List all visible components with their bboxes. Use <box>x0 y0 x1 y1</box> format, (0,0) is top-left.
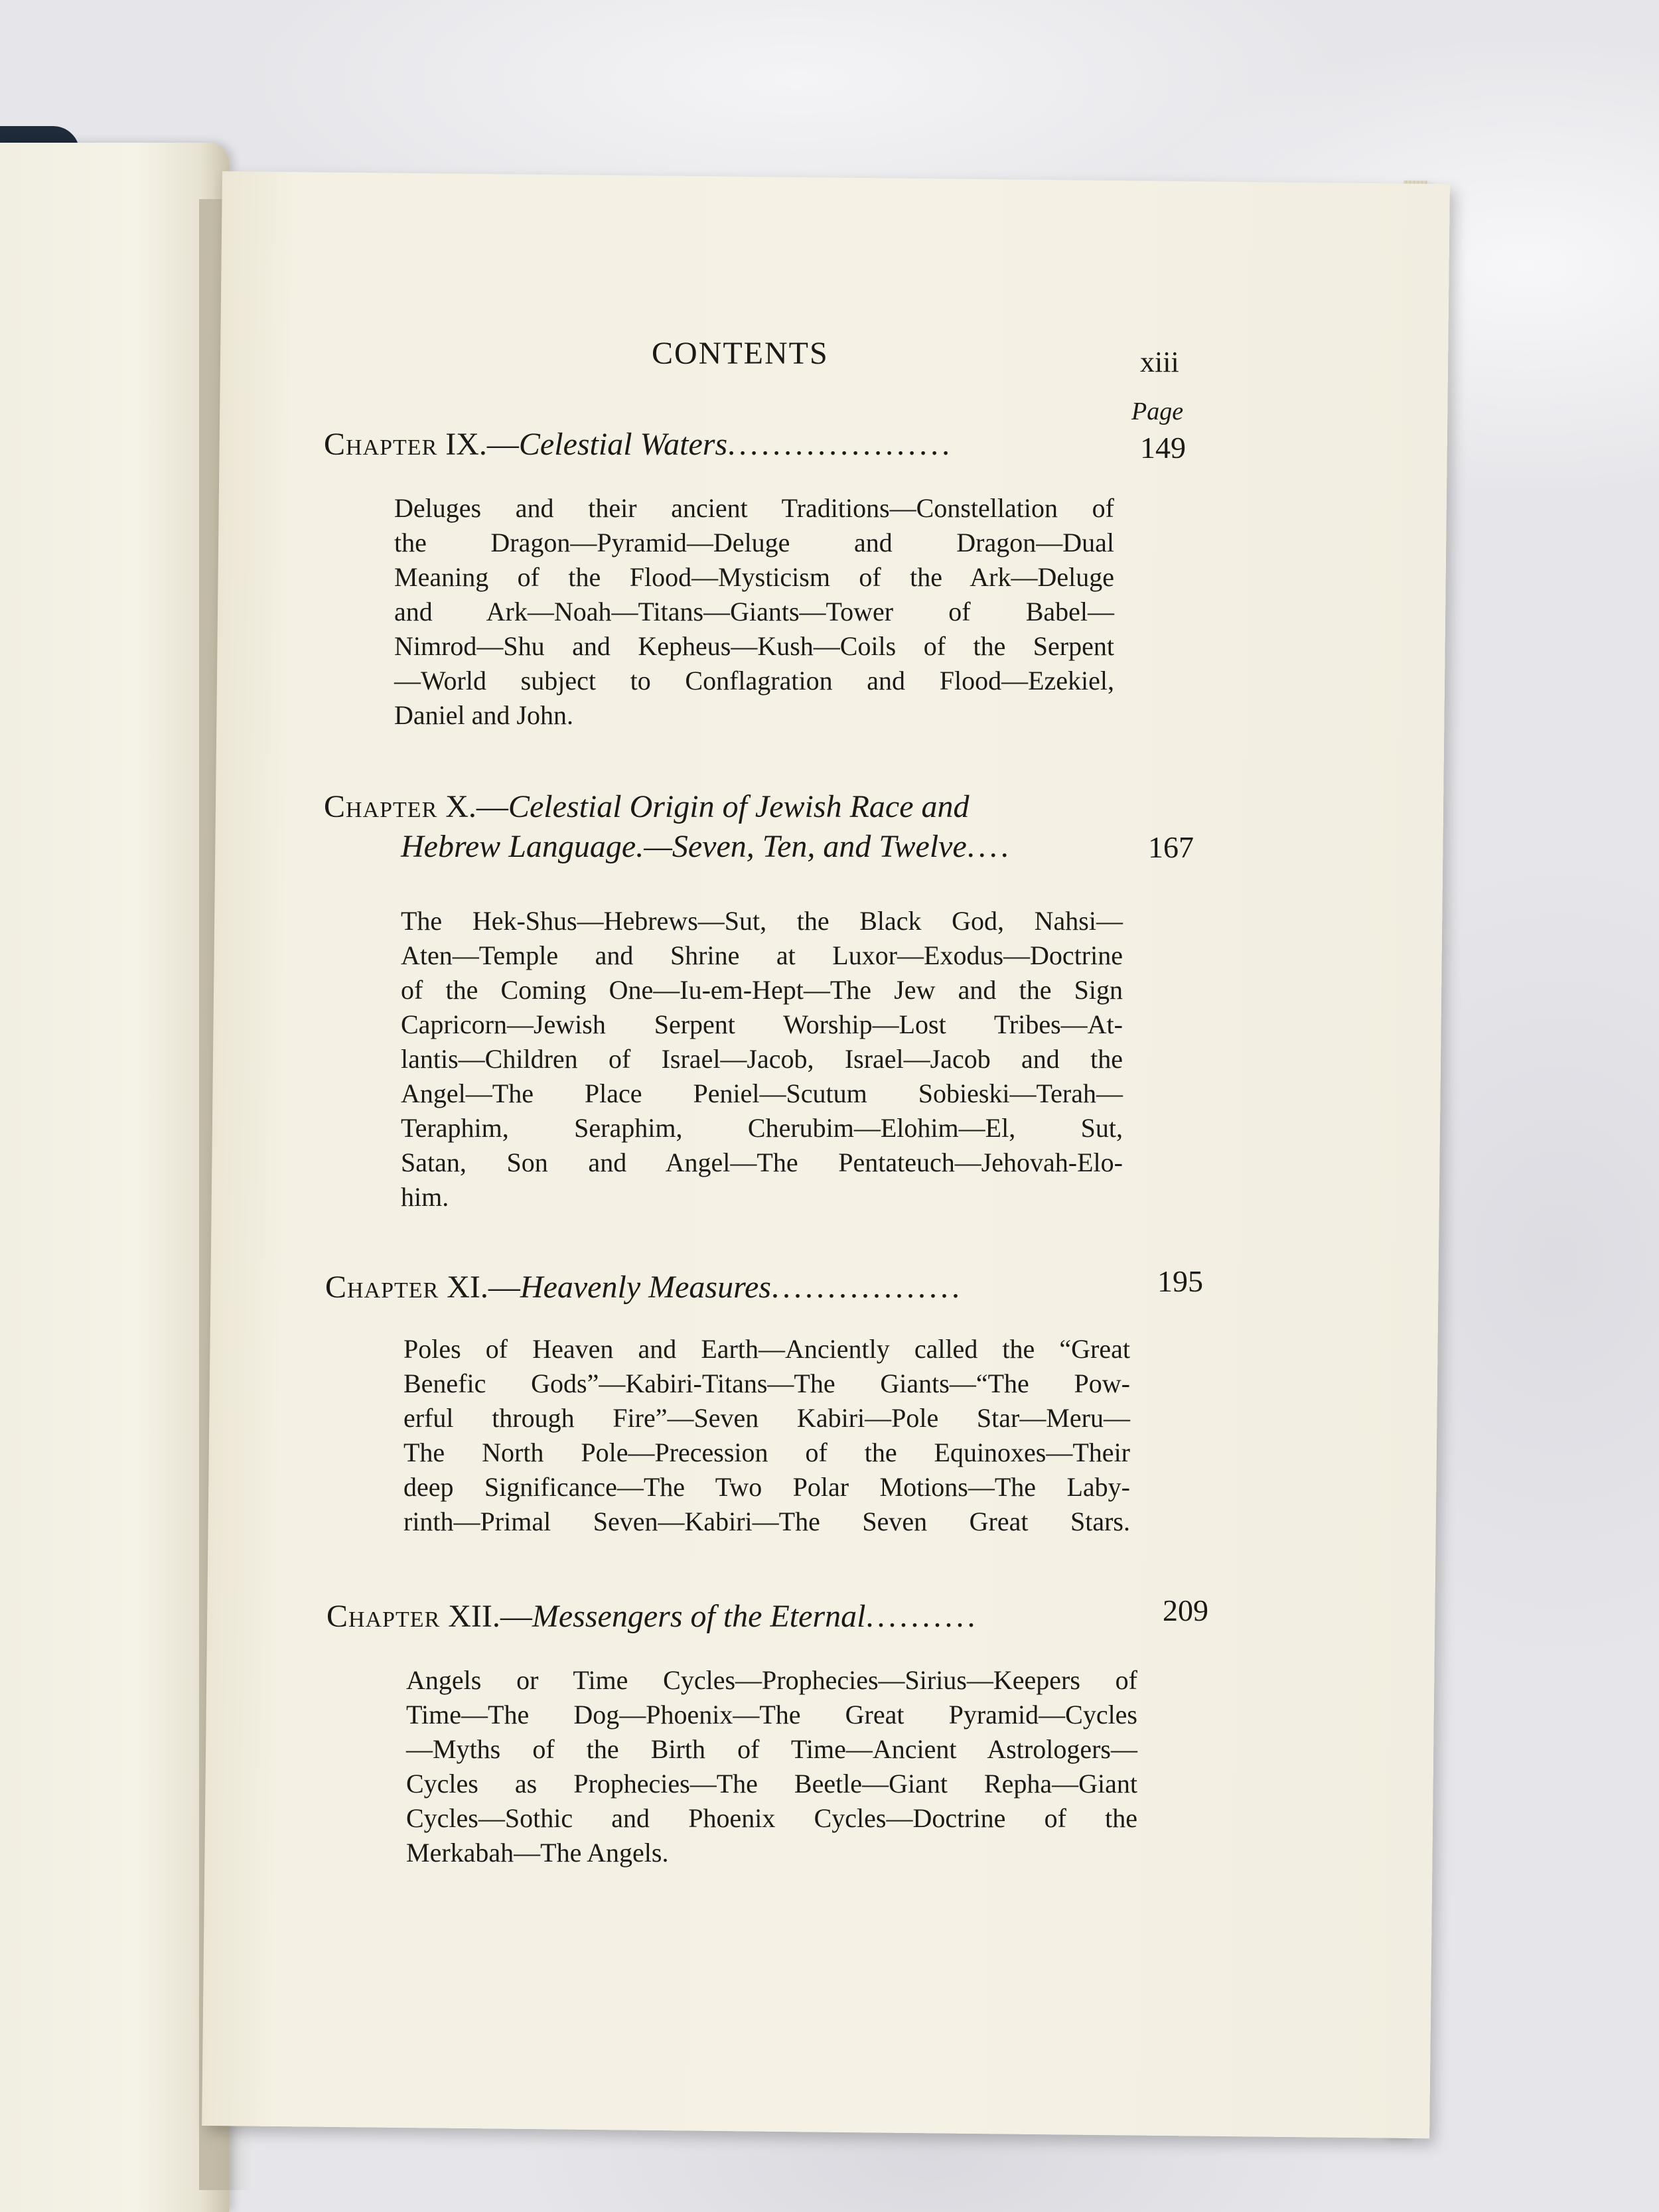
summary-line: him. <box>401 1182 449 1212</box>
chapter-summary <box>401 904 1123 1215</box>
chapter-title: Celestial Origin of Jewish Race and <box>508 789 970 824</box>
folio-page-number: xiii <box>1140 346 1179 378</box>
summary-line: The North Pole—Precession of the Equinoxes—Their <box>403 1438 1130 1467</box>
chapter-page-number: 209 <box>1163 1593 1208 1627</box>
chapter-summary <box>394 491 1114 733</box>
chapter-number: X. <box>445 789 476 824</box>
chapter-title: Heavenly Measures <box>520 1270 771 1305</box>
chapter-number: XI. <box>447 1270 488 1305</box>
page-column-label: Page <box>1131 398 1184 425</box>
chapter-number: IX. <box>445 427 487 462</box>
summary-line: rinth—Primal Seven—Kabiri—The Seven Great Stars. <box>403 1507 1130 1536</box>
chapter-number: XII. <box>448 1599 500 1634</box>
summary-line: Aten—Temple and Shrine at Luxor—Exodus—Doctrine <box>401 940 1123 970</box>
chapter-title-continued: Hebrew Language.—Seven, Ten, and Twelve <box>401 829 967 864</box>
chapter-title: Celestial Waters <box>518 427 728 462</box>
chapter-page-number: 167 <box>1148 830 1194 864</box>
chapter-heading: Chapter IX.—Celestial Waters.................... <box>324 427 954 462</box>
summary-line: Cycles—Sothic and Phoenix Cycles—Doctrine of the <box>406 1803 1137 1833</box>
dot-leader: .... <box>966 829 1012 864</box>
summary-line: —Myths of the Birth of Time—Ancient Astrologers— <box>406 1734 1137 1764</box>
dot-leader: .................... <box>727 427 954 462</box>
summary-line: Angel—The Place Peniel—Scutum Sobieski—Terah— <box>401 1078 1123 1108</box>
summary-line: Meaning of the Flood—Mysticism of the Ark—Deluge <box>394 562 1114 592</box>
chapter-word: Chapter <box>325 1270 439 1305</box>
summary-line: Cycles as Prophecies—The Beetle—Giant Repha—Giant <box>406 1769 1137 1799</box>
summary-line: Benefic Gods”—Kabiri-Titans—The Giants—“The Pow- <box>403 1368 1130 1398</box>
dot-leader: ................. <box>770 1270 963 1305</box>
chapter-heading-continued <box>401 828 1012 865</box>
summary-line: Time—The Dog—Phoenix—The Great Pyramid—Cycles <box>406 1700 1137 1730</box>
summary-line: Capricorn—Jewish Serpent Worship—Lost Tribes—At- <box>401 1009 1123 1039</box>
summary-line: —World subject to Conflagration and Flood—Ezekiel, <box>394 666 1114 696</box>
summary-line: The Hek-Shus—Hebrews—Sut, the Black God, Nahsi— <box>401 906 1123 936</box>
summary-line: Daniel and John. <box>394 700 573 730</box>
summary-line: lantis—Children of Israel—Jacob, Israel—Jacob and the <box>401 1044 1123 1074</box>
summary-line: Satan, Son and Angel—The Pentateuch—Jehovah-Elo- <box>401 1147 1123 1177</box>
summary-line: and Ark—Noah—Titans—Giants—Tower of Babel— <box>394 597 1114 627</box>
summary-line: Nimrod—Shu and Kepheus—Kush—Coils of the Serpent <box>394 631 1114 661</box>
summary-line: erful through Fire”—Seven Kabiri—Pole Star—Meru— <box>403 1403 1130 1433</box>
summary-line: Poles of Heaven and Earth—Anciently called the “Great <box>403 1334 1130 1364</box>
chapter-page-number: 195 <box>1157 1264 1203 1298</box>
dot-leader: .......... <box>865 1599 979 1634</box>
chapter-heading: Chapter XII.—Messengers of the Eternal.......... <box>326 1599 979 1634</box>
summary-line: Teraphim, Seraphim, Cherubim—Elohim—El, Sut, <box>401 1113 1123 1143</box>
summary-line: of the Coming One—Iu-em-Hept—The Jew and the Sign <box>401 975 1123 1005</box>
summary-line: deep Significance—The Two Polar Motions—The Laby- <box>403 1472 1130 1502</box>
chapter-word: Chapter <box>326 1599 441 1634</box>
summary-line: Deluges and their ancient Traditions—Constellation of <box>394 493 1114 523</box>
running-head: CONTENTS <box>652 336 829 371</box>
summary-line: the Dragon—Pyramid—Deluge and Dragon—Dual <box>394 528 1114 557</box>
chapter-word: Chapter <box>324 427 438 462</box>
chapter-summary <box>406 1663 1137 1870</box>
chapter-summary <box>403 1332 1130 1539</box>
chapter-heading: Chapter XI.—Heavenly Measures................. <box>325 1270 963 1305</box>
summary-line: Angels or Time Cycles—Prophecies—Sirius—Keepers of <box>406 1665 1137 1695</box>
chapter-heading: Chapter X.—Celestial Origin of Jewish Race and <box>324 789 970 824</box>
chapter-page-number: 149 <box>1140 431 1186 465</box>
chapter-word: Chapter <box>324 789 438 824</box>
chapter-title: Messengers of the Eternal <box>532 1599 866 1634</box>
summary-line: Merkabah—The Angels. <box>406 1838 669 1868</box>
